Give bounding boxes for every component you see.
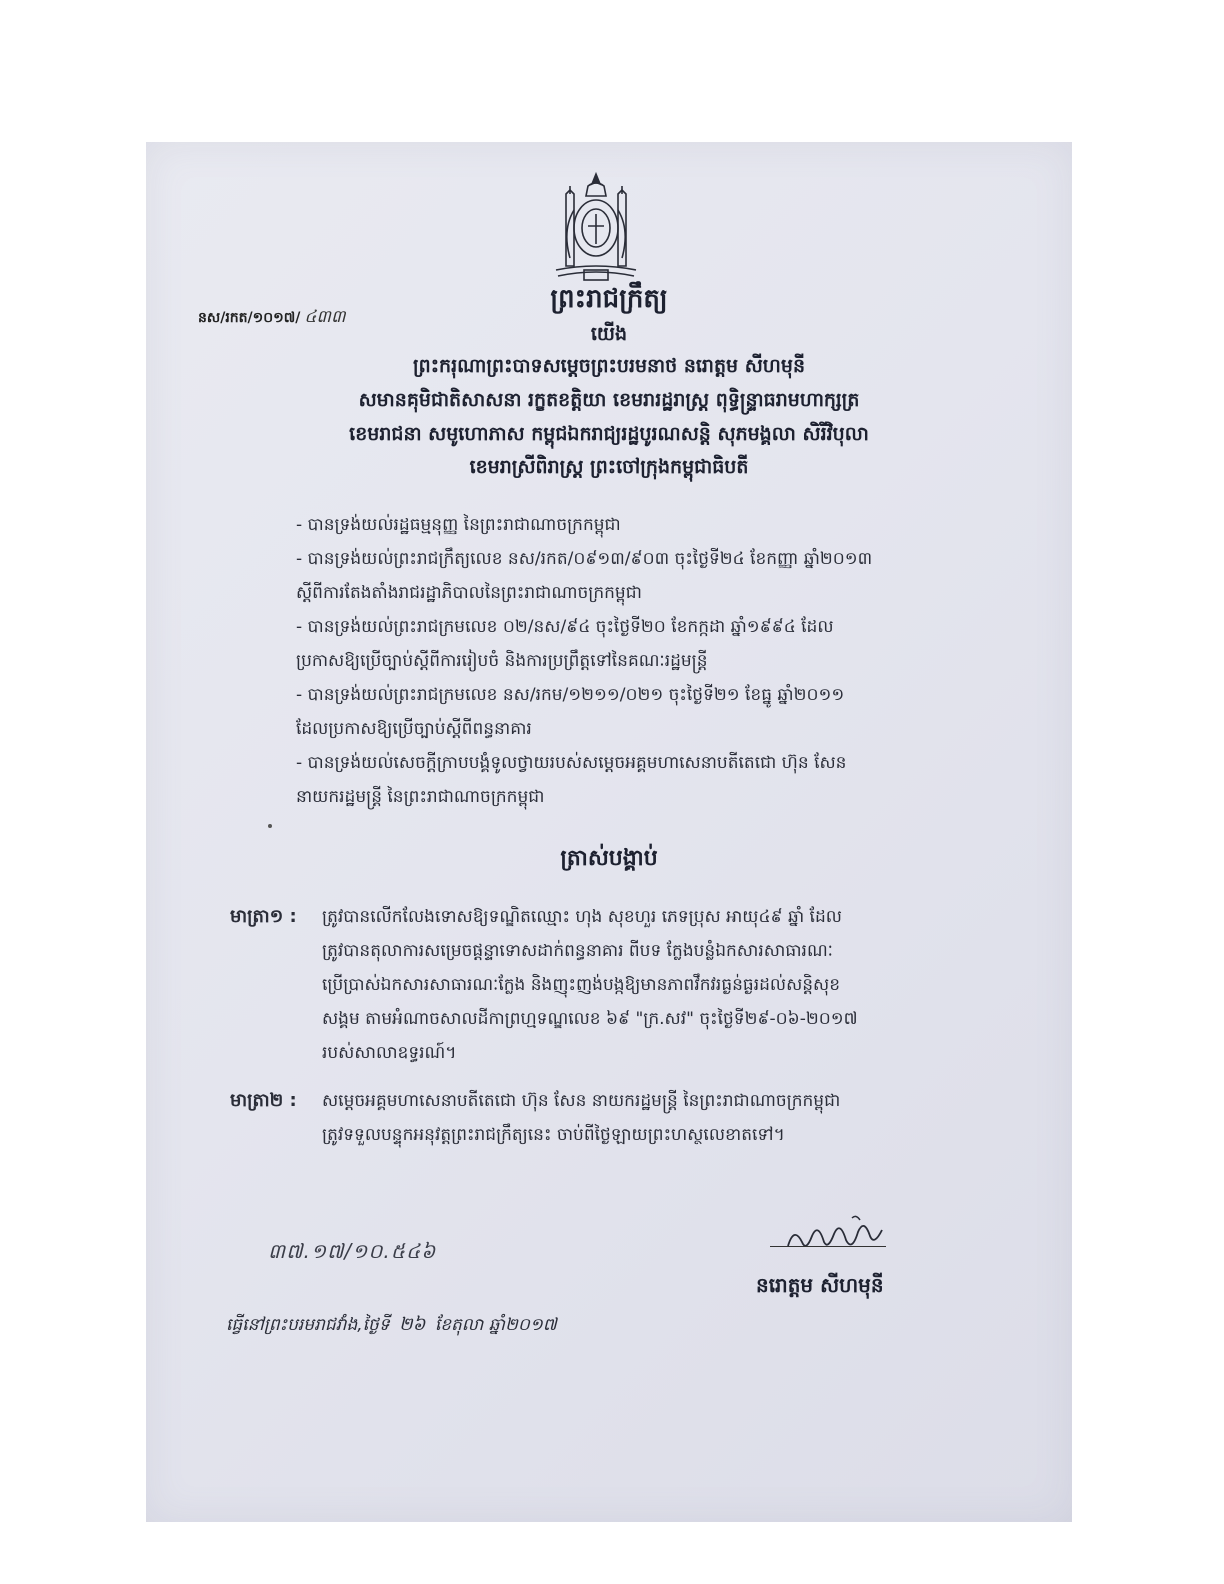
document-subtitle: យើង: [590, 323, 628, 345]
document-title: ព្រះរាជក្រឹត្យ: [550, 284, 668, 314]
consideration-line: - បានទ្រង់យល់រដ្ឋធម្មនុញ្ញ នៃព្រះរាជាណាចក្រកម្ពុជា: [296, 515, 621, 535]
consideration-line: នាយករដ្ឋមន្ត្រី នៃព្រះរាជាណាចក្រកម្ពុជា: [296, 787, 545, 807]
reference-handwritten: ៤៣៣: [304, 307, 346, 327]
done-month-year: ខែតុលា ឆ្នាំ២០១៧: [434, 1315, 557, 1335]
consideration-line: ដែលប្រកាសឱ្យប្រើច្បាប់ស្តីពីពន្ធនាគារ: [296, 719, 532, 739]
royal-title-line-4: ខេមរាស្រីពិរាស្ត្រ ព្រះចៅក្រុងកម្ពុជាធិបតី: [469, 456, 749, 478]
done-at-text: ធ្វើនៅព្រះបរមរាជវាំង,ថ្ងៃទី: [226, 1315, 390, 1335]
consideration-line: - បានទ្រង់យល់ព្រះរាជក្រឹត្យលេខ នស/រកត/០៩១៣/៩០៣ ចុះថ្ងៃទី២៤ ខែកញ្ញា ឆ្នាំ២០១៣: [296, 549, 873, 569]
royal-title-line-2: សមានគុមិជាតិសាសនា រក្ខតខត្តិយា ខេមរារដ្ឋរាស្ត្រ ពុទ្ធិន្ទ្រាធរាមហាក្សត្រ: [358, 389, 860, 411]
consideration-line: - បានទ្រង់យល់ព្រះរាជក្រមលេខ ០២/នស/៩៤ ចុះថ្ងៃទី២០ ខែកក្កដា ឆ្នាំ១៩៩៤ ដែល: [296, 617, 834, 637]
consideration-line: ប្រកាសឱ្យប្រើច្បាប់ស្តីពីការរៀបចំ និងការប្រព្រឹត្តទៅនៃគណៈរដ្ឋមន្ត្រី: [296, 651, 708, 671]
considerations-list: [296, 508, 946, 814]
article-line: ត្រូវបានតុលាការសម្រេចផ្តន្ទាទោសដាក់ពន្ធនាគារ ពីបទ ក្លែងបន្លំឯកសារសាធារណៈ: [322, 941, 833, 961]
article-line: ប្រើប្រាស់ឯកសារសាធារណៈក្លែង និងញុះញង់បង្កឱ្យមានភាពវឹកវរធ្ងន់ធ្ងរដល់សន្តិសុខ: [322, 975, 841, 995]
royal-coat-of-arms-emblem: [548, 170, 644, 286]
handwritten-signature: [782, 1212, 892, 1258]
article-line: សង្គម តាមអំណាចសាលដីកាព្រហ្មទណ្ឌលេខ ៦៩ "ក្រ.សវ" ចុះថ្ងៃទី២៩-០៦-២០១៧: [322, 1009, 858, 1029]
ink-speck: [268, 824, 272, 828]
consideration-line: - បានទ្រង់យល់ព្រះរាជក្រមលេខ នស/រកម/១២១១/០២១ ចុះថ្ងៃទី២១ ខែធ្នូ ឆ្នាំ២០១១: [296, 685, 845, 705]
royal-title-line-3: ខេមរាជនា សមូហោភាស កម្ពុជឯករាជ្យរដ្ឋបូរណសន្តិ សុភមង្គលា សិរីវិបុលា: [349, 423, 869, 445]
article-line: របស់សាលាឧទ្ធរណ៍។: [322, 1043, 457, 1063]
article-body: [322, 900, 1032, 1070]
place-and-date: [226, 1312, 557, 1339]
article-2: [230, 1084, 1040, 1164]
article-label: មាត្រា១ :: [230, 906, 297, 927]
royal-title-line-1: ព្រះករុណាព្រះបាទសម្តេចព្រះបរមនាថ នរោត្តម សីហមុនី: [412, 355, 806, 377]
article-1: [230, 900, 1040, 1080]
article-body: [322, 1084, 1032, 1152]
signature-line: [770, 1246, 886, 1247]
article-label: មាត្រា២ :: [230, 1090, 297, 1111]
consideration-line: - បានទ្រង់យល់សេចក្តីក្រាបបង្គំទូលថ្វាយរបស់សម្តេចអគ្គមហាសេនាបតីតេជោ ហ៊ុន សែន: [296, 753, 847, 773]
handwritten-registry-number: ៣៧.១៧/១០.៥៤៦: [268, 1239, 437, 1263]
article-line: ត្រូវទទួលបន្ទុកអនុវត្តព្រះរាជក្រឹត្យនេះ ចាប់ពីថ្ងៃឡាយព្រះហស្ថលេខាតទៅ។: [322, 1125, 785, 1145]
article-line: ត្រូវបានលើកលែងទោសឱ្យទណ្ឌិតឈ្មោះ ហុង សុខហួរ ភេទប្រុស អាយុ៤៩ ឆ្នាំ ដែល: [322, 907, 842, 927]
article-line: សម្តេចអគ្គមហាសេនាបតីតេជោ ហ៊ុន សែន នាយករដ្ឋមន្ត្រី នៃព្រះរាជាណាចក្រកម្ពុជា: [322, 1091, 841, 1111]
signatory-name: នរោត្តម សីហមុនី: [756, 1273, 884, 1297]
order-heading: ត្រាស់បង្គាប់: [560, 846, 658, 871]
document-page: [146, 142, 1072, 1522]
reference-text: នស/រកត/១០១៧/: [198, 310, 301, 326]
consideration-line: ស្តីពីការតែងតាំងរាជរដ្ឋាភិបាលនៃព្រះរាជាណាចក្រកម្ពុជា: [296, 583, 642, 603]
done-day-handwritten: ២៦: [399, 1314, 426, 1335]
